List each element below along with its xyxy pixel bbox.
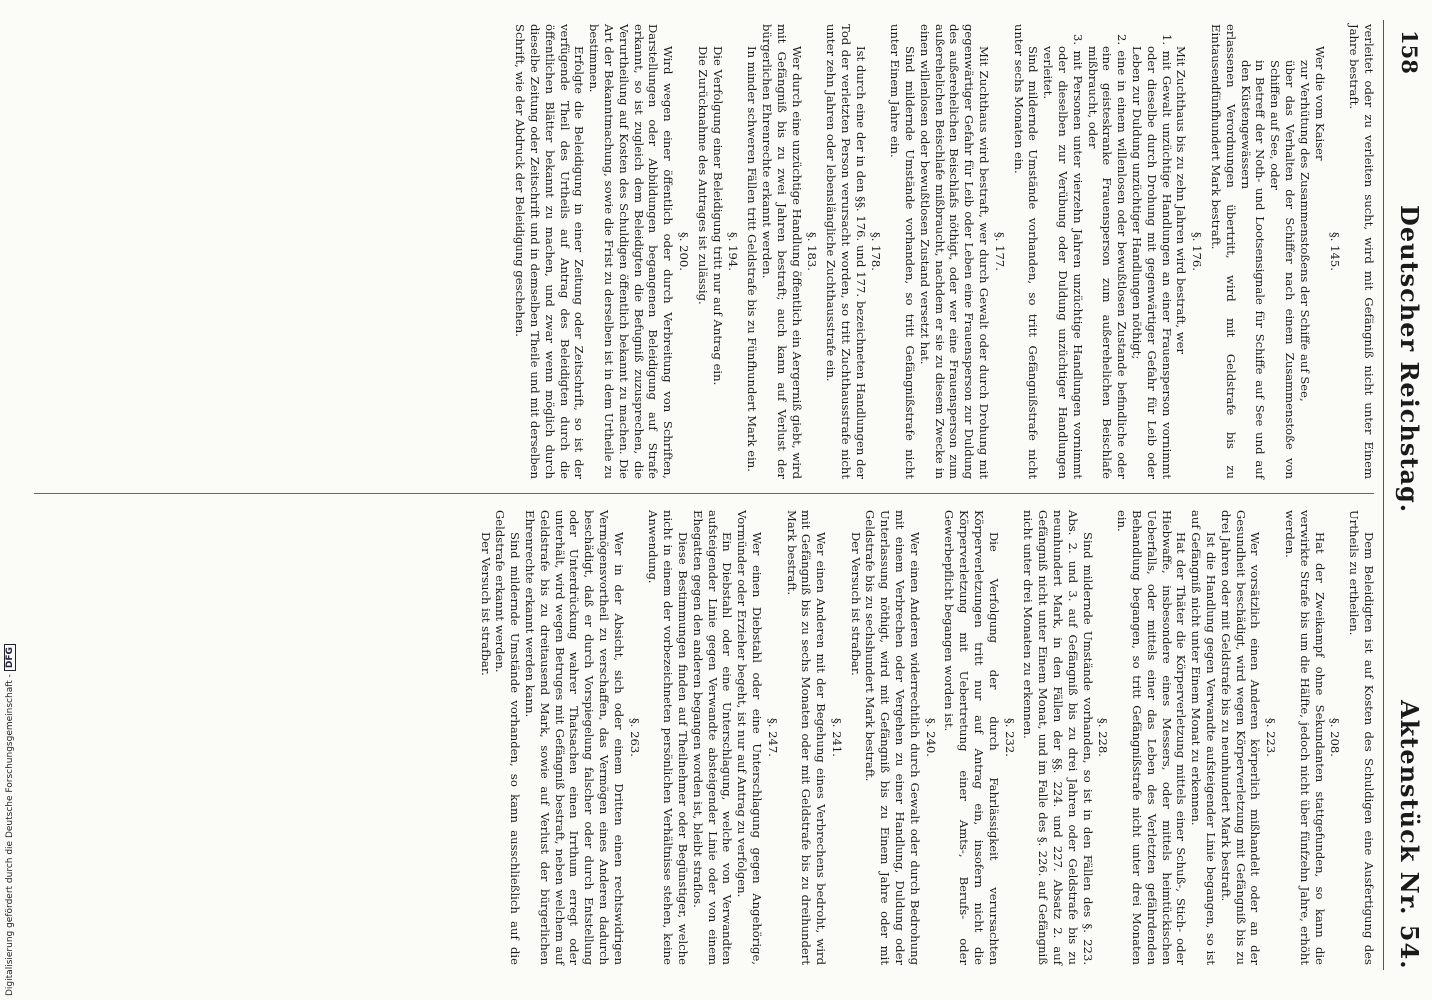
paragraph: In minder schweren Fällen tritt Geldstrafe bis zu Fünfhundert Mark ein.	[745, 46, 760, 472]
section-heading: §. 232.	[1002, 718, 1017, 757]
digitization-footer	[4, 644, 16, 996]
paragraph: Wer in der Absicht, sich oder einem Dritten einen rechtswidrigen Vermögensvortheil zu verschaffen, das Vermögen eines Anderen dadurch beschädigt, daß er durch Vorspiegelung falscher oder durch Entstellung oder Unterdrückung wahrer Thatsachen einen Irrthum erregt oder unterhält, wird wegen Betruges mit Gefängniß bestraft, neben welchem auf Geldstrafe bis zu dreitausend Mark, sowie auf Verlust der bürgerlichen Ehrenrechte erkannt werden kann.	[522, 510, 626, 965]
paragraph: Wer vorsätzlich einen Anderen körperlich mißhandelt oder an der Gesundheit beschädigt, wird wegen Körperverletzung mit Gefängniß bis zu drei Jahren oder mit Geldstrafe bis zu neunhundert Mark bestraft.	[1218, 510, 1263, 965]
paragraph: Sind mildernde Umstände vorhanden, so ist in den Fällen des §. 223. Abs. 2. und 3. auf Gefängniß bis zu drei Jahren oder Geldstrafe bis zu neunhundert Mark, in den Fällen der §§. 224. und 227. Absatz 2. auf Gefängniß nicht unter Einem Monat, und im Falle des §. 226. auf Gefängniß nicht unter drei Monaten zu erkennen.	[1021, 510, 1095, 965]
numbered-item: 2. eine in einem willenlosen oder bewußtlosen Zustande befindliche oder eine geisteskranke Frauensperson zum außerehelichen Beischlafe mißbraucht, oder	[1085, 34, 1130, 479]
paragraph: Wer durch eine unzüchtige Handlung öffentlich ein Aergerniß giebt, wird mit Gefängniß bis zu zwei Jahren bestraft; auch kann auf Verlust der bürgerlichen Ehrenrechte erkannt werden.	[759, 24, 804, 479]
header-left-title: Deutscher Reichstag.	[1395, 205, 1424, 514]
paragraph: Wird wegen einer öffentlich oder durch Verbreitung von Schriften, Darstellungen oder Abbildungen begangenen Beleidigung auf Strafe erkannt, so ist zugleich dem Beleidigten die Befugniß zuzusprechen, die Verurtheilung auf Kosten des Schuldigen öffentlich bekannt zu machen. Die Art der Bekanntmachung, sowie die Frist zu derselben ist in dem Urtheile zu bestimmen.	[587, 24, 676, 479]
paragraph: erlassenen Verordnungen übertritt, wird mit Geldstrafe bis zu Eintausendfünfhundert Mark bestraft.	[1209, 24, 1238, 479]
paragraph: Hat der Thäter die Körperverletzung mittels einer Schuß-, Stich- oder Hiebwaffe, insbesondere eines Messers, oder mittels heimtückischen Ueberfalls, oder mittels einer das Leben des Verletzten gefährdenden Behandlung begangen, so tritt Gefängnißstrafe nicht unter drei Monaten ein.	[1115, 510, 1189, 965]
section-heading: §. 247.	[765, 718, 780, 757]
paragraph: Wer einen Diebstahl oder eine Unterschlagung gegen Angehörige, Vormünder oder Erzieher begeht, ist nur auf Antrag zu verfolgen.	[735, 510, 764, 965]
paragraph: Sind mildernde Umstände vorhanden, so tritt Gefängnißstrafe nicht unter Einem Jahre ein.	[888, 24, 918, 479]
sub-clause: in Betreff der Noth- und Lootsensignale für Schiffe auf See und auf den Küstengewässern	[1238, 60, 1268, 479]
page-number: 158	[1397, 30, 1422, 74]
paragraph: Ist die Handlung gegen Verwandte aufsteigender Linie begangen, so ist auf Gefängniß nicht unter Einem Monat zu erkennen.	[1189, 510, 1219, 965]
section-heading: §. 194.	[726, 232, 741, 271]
paragraph: Sind mildernde Umstände vorhanden, so kann ausschließlich auf die Geldstrafe erkannt werden.	[493, 510, 523, 965]
header-right-title: Aktenstück Nr. 54.	[1395, 700, 1424, 970]
paragraph: Ein Diebstahl oder eine Unterschlagung, welche von Verwandten aufsteigender Linie gegen Verwandte absteigender Linie oder von einem Ehegatten gegen den anderen begangen worden ist, bleibt straflos.	[690, 510, 735, 965]
page-header	[1382, 0, 1432, 1000]
paragraph: Die Verfolgung einer Beleidigung tritt nur auf Antrag ein.	[710, 46, 725, 386]
header-rule	[1383, 20, 1384, 970]
paragraph: Erfolgte die Beleidigung in einer Zeitung oder Zeitschrift, so ist der verfügende Theil des Urtheils auf Antrag des Beleidigten durch die öffentlichen Blätter bekannt zu machen, und zwar wenn möglich durch dieselbe Zeitung oder Zeitschrift und in demselben Theile und mit derselben Schrift, wie der Abdruck der Beleidigung geschehen.	[513, 24, 587, 479]
section-heading: §. 176.	[1190, 232, 1205, 271]
section-heading: §. 263.	[627, 718, 642, 757]
column-divider	[34, 493, 1374, 494]
paragraph: Wer die vom Kaiser	[1312, 46, 1327, 161]
paragraph: Die Verfolgung der durch Fahrlässigkeit verursachten Körperverletzungen tritt nur auf Antrag ein, insofern nicht die Körperverletzung mit Uebertretung einer Amts-, Berufs- oder Gewerbepflicht begangen worden ist.	[942, 510, 1001, 965]
numbered-item: 3. mit Personen unter vierzehn Jahren unzüchtige Handlungen vornimmt oder dieselben zur Verübung oder Duldung unzüchtiger Handlungen verleitet.	[1041, 34, 1085, 479]
paragraph: Ist durch eine der in den §§. 176. und 177. bezeichneten Handlungen der Tod der verletzten Person verursacht worden, so tritt Zuchthausstrafe nicht unter zehn Jahren oder lebenslängliche Zuchthausstrafe ein.	[824, 24, 868, 479]
paragraph: Diese Bestimmungen finden auf Theilnehmer oder Begünstiger, welche nicht in einem der vorbezeichneten persönlichen Verhältnisse stehen, keine Anwendung.	[646, 510, 690, 965]
section-heading: §. 208.	[1328, 718, 1343, 757]
paragraph: Der Versuch ist strafbar.	[478, 532, 493, 676]
sub-clause: zur Verhütung des Zusammenstoßens der Schiffe auf See,	[1297, 60, 1312, 402]
paragraph: Hat der Zweikampf ohne Sekundanten stattgefunden, so kann die verwirkte Strafe bis um die Hälfte, jedoch nicht über fünfzehn Jahre, erhöht werden.	[1283, 510, 1327, 965]
section-heading: §. 240.	[923, 718, 938, 757]
paragraph: Dem Beleidigten ist auf Kosten des Schuldigen eine Ausfertigung des Urtheils zu ertheilen.	[1347, 510, 1376, 965]
paragraph: Wer einen Anderen mit der Begehung eines Verbrechens bedroht, wird mit Gefängniß bis zu sechs Monaten oder mit Geldstrafe bis zu dreihundert Mark bestraft.	[784, 510, 829, 965]
section-heading: §. 228.	[1096, 718, 1111, 757]
paragraph: Mit Zuchthaus bis zu zehn Jahren wird bestraft, wer	[1174, 46, 1189, 355]
numbered-item: 1. mit Gewalt unzüchtige Handlungen an einer Frauensperson vornimmt oder dieselbe durch Drohung mit gegenwärtiger Gefahr für Leib oder Leben zur Duldung unzüchtiger Handlungen nöthigt;	[1130, 34, 1174, 479]
paragraph: Der Versuch ist strafbar.	[848, 532, 863, 676]
paragraph: Mit Zuchthaus wird bestraft, wer durch Gewalt oder durch Drohung mit gegenwärtiger Gefahr für Leib oder Leben eine Frauensperson zur Duldung des außerehelichen Beischlafs nöthigt, oder wer eine Frauensperson zum außerehelichen Beischlafe mißbraucht, nachdem er sie zu diesem Zwecke in einen willenlosen oder bewußtlosen Zustand versetzt hat.	[917, 24, 992, 479]
dfg-logo: DFG	[4, 644, 16, 671]
section-heading: §. 178.	[869, 232, 884, 271]
section-heading: §. 145.	[1328, 232, 1343, 271]
section-heading: §. 177.	[992, 232, 1007, 271]
paragraph: verleitet oder zu verleiten sucht, wird mit Gefängniß nicht unter Einem Jahre bestraft.	[1347, 24, 1376, 479]
right-column	[478, 510, 1376, 965]
paragraph: Wer einen Anderen widerrechtlich durch Gewalt oder durch Bedrohung mit einem Verbrechen oder Vergehen zu einer Handlung, Duldung oder Unterlassung nöthigt, wird mit Gefängniß bis zu Einem Jahre oder mit Geldstrafe bis zu sechshundert Mark bestraft.	[863, 510, 922, 965]
paragraph: Sind mildernde Umstände vorhanden, so tritt Gefängnißstrafe nicht unter sechs Monaten ein.	[1011, 24, 1041, 479]
section-heading: §. 241.	[829, 718, 844, 757]
sub-clause: über das Verhalten der Schiffer nach einem Zusammenstoße von Schiffen auf See, oder	[1268, 60, 1298, 479]
paragraph: Die Zurücknahme des Antrages ist zulässig.	[695, 46, 710, 305]
section-heading: §. 183.	[805, 232, 820, 271]
section-heading: §. 223.	[1264, 718, 1279, 757]
section-heading: §. 200.	[676, 232, 691, 271]
left-column	[512, 24, 1376, 479]
footer-text: Digitalisierung gefördert durch die Deutsche Forschungsgemeinschaft -	[5, 674, 15, 996]
